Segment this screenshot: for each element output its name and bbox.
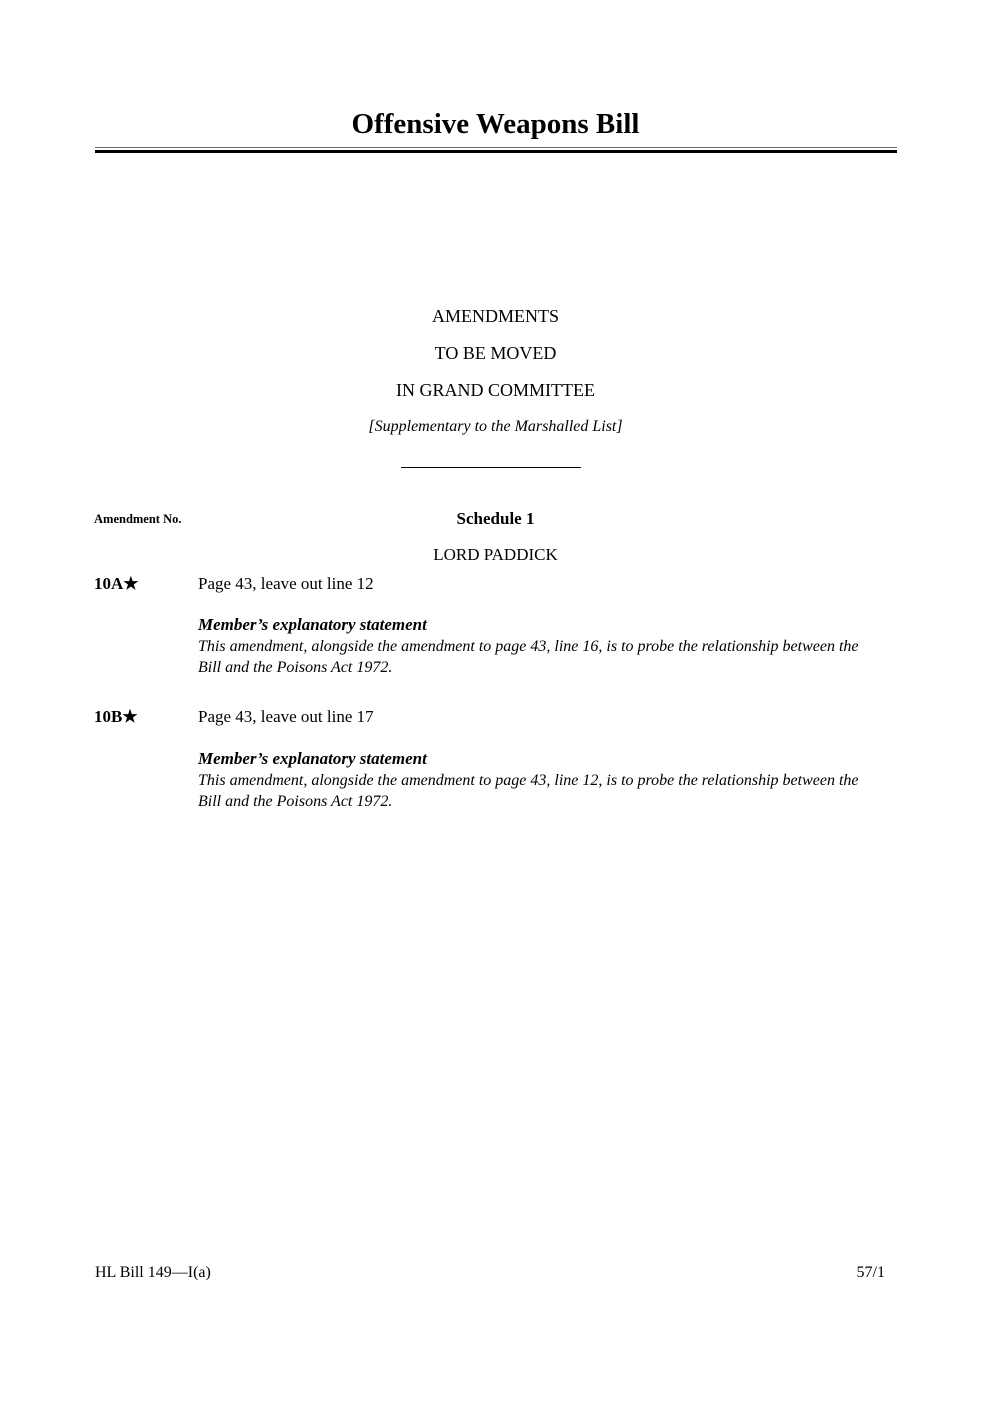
title-rule-thick bbox=[95, 150, 897, 153]
amendment-number-label: Amendment No. bbox=[94, 512, 182, 526]
amendment-text: Page 43, leave out line 17 bbox=[198, 707, 374, 726]
amendment-number: 10A★ bbox=[94, 574, 139, 593]
document-title: Offensive Weapons Bill bbox=[351, 108, 640, 140]
heading-line-3: IN GRAND COMMITTEE bbox=[396, 380, 595, 400]
heading-subtitle: [Supplementary to the Marshalled List] bbox=[368, 418, 623, 435]
section-divider bbox=[401, 467, 581, 468]
amendment-number: 10B★ bbox=[94, 707, 138, 726]
schedule-heading: Schedule 1 bbox=[456, 509, 535, 528]
statement-heading: Member’s explanatory statement bbox=[198, 749, 427, 768]
statement-heading: Member’s explanatory statement bbox=[198, 615, 427, 634]
footer-bill-reference: HL Bill 149—I(a) bbox=[95, 1264, 211, 1281]
member-name: LORD PADDICK bbox=[433, 545, 558, 564]
heading-line-1: AMENDMENTS bbox=[431, 306, 559, 326]
heading-line-2: TO BE MOVED bbox=[434, 343, 557, 363]
footer-page-reference: 57/1 bbox=[856, 1264, 885, 1281]
amendment-text: Page 43, leave out line 12 bbox=[198, 574, 374, 593]
statement-body: This amendment, alongside the amendment to page 43, line 12, is to probe the relationship between the Bill and the Poisons Act 1972. bbox=[198, 772, 859, 810]
statement-body: This amendment, alongside the amendment to page 43, line 16, is to probe the relationship between the Bill and the Poisons Act 1972. bbox=[198, 638, 859, 676]
title-rule-thin bbox=[95, 147, 897, 148]
